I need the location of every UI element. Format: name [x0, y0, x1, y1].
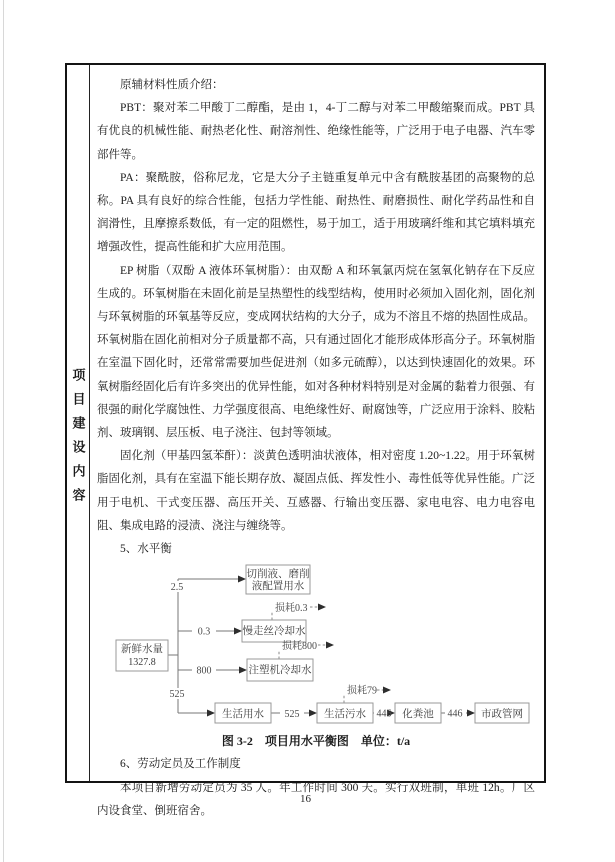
flow-lines: [168, 579, 467, 713]
node-fresh-water-value: 1327.8: [128, 657, 156, 669]
node-injection-label: 注塑机冷却水: [248, 665, 312, 677]
paragraph-pbt: PBT：聚对苯二甲酸丁二醇酯，是由 1，4-丁二醇与对苯二甲酸缩聚而成。PBT 具有优良的机械性能、耐热老化性、耐溶剂性、绝缘性能等，广泛用于电子电器、汽车零部件等。: [97, 102, 535, 161]
loss-slow-wire-label: 损耗0.3: [275, 603, 308, 615]
arrow-right-icon: [239, 667, 247, 674]
arrow-right-icon: [467, 710, 475, 717]
node-municipal-label: 市政管网: [481, 709, 523, 721]
water-balance-svg: [94, 562, 552, 730]
node-sewage-label: 生活污水: [324, 709, 366, 721]
page-edge-line: [3, 0, 4, 862]
water-balance-diagram: [94, 562, 535, 730]
paragraph-pa: PA：聚酰胺，俗称尼龙，它是大分子主链重复单元中含有酰胺基团的高聚物的总称。PA 具有良好的综合性能，包括力学性能、耐热性、耐磨损性、耐化学药品性和自润滑性，且摩擦系数低，有一定的阻燃性，易于加工，适于用玻璃纤维和其它填料填充增强改性，提高性能和扩大应用范围。: [97, 171, 535, 254]
arrow-right-icon: [207, 710, 215, 717]
section-5-heading: 5、水平衡: [120, 543, 172, 556]
flow-sewage-to-septic-value: 446: [376, 708, 392, 720]
paragraph-labor: 本项目新增劳动定员为 35 人。年工作时间 300 天。实行双班制，单班 12h。厂区内设食堂、倒班宿舍。: [97, 781, 535, 817]
paragraph-ep-resin: EP 树脂（双酚 A 液体环氧树脂）：由双酚 A 和环氧氯丙烷在氢氧化钠存在下反应生成的。环氧树脂在未固化前是呈热塑性的线型结构，使用时必须加入固化剂，固化剂与环氧树脂的环氧基等反应，变成网状结构的大分子，成为不溶且不熔的热固性成品。环氧树脂在固化前相对分子质量都不高，只有通过固化才能形成体形高分子。环氧树脂在室温下固化时，还常常需要加些促进剂（如多元硫醇），以达到快速固化的效果。环氧树脂经固化后有许多突出的优异性能，如对各种材料特别是对金属的黏着力很强、有很强的耐化学腐蚀性、力学强度很高、电绝缘性好、耐腐蚀等，广泛应用于涂料、胶粘剂、玻璃钢、层压板、电子浇注、包封等领域。: [97, 264, 535, 440]
arrow-right-icon: [309, 710, 317, 717]
flow-to-injection-value: 800: [196, 665, 212, 677]
node-slow-wire-label: 慢走丝冷却水: [242, 626, 306, 638]
flow-to-slow-wire-value: 0.3: [197, 626, 211, 638]
node-cutting-fluid-label-1: 切削液、磨削: [246, 569, 310, 581]
loss-injection-label: 损耗800: [282, 641, 317, 653]
figure-caption: 图 3-2 项目用水平衡图 单位：t/a: [221, 734, 411, 749]
node-domestic-water-label: 生活用水: [222, 709, 264, 721]
arrow-right-icon: [383, 687, 391, 694]
paragraph-materials-intro: 原辅材料性质介绍：: [120, 79, 224, 91]
loss-sewage-label: 损耗79: [347, 685, 377, 697]
arrowheads: [207, 576, 475, 717]
node-fresh-water-label: 新鲜水量: [121, 644, 163, 656]
flow-to-cutting-value: 2.5: [170, 582, 184, 594]
row-header-cell: [67, 65, 90, 781]
node-septic-label: 化粪池: [402, 709, 434, 721]
flow-to-domestic-value: 525: [169, 689, 185, 701]
arrow-right-icon: [318, 604, 326, 611]
arrow-right-icon: [238, 576, 246, 583]
page-number: 16: [300, 793, 311, 805]
loss-labels: [275, 601, 377, 697]
flow-domestic-to-sewage-value: 525: [284, 709, 300, 721]
arrow-right-icon: [234, 628, 242, 635]
section-6-heading: 6、劳动定员及工作制度: [120, 758, 241, 771]
row-header-label: 项目建设内容: [70, 368, 86, 512]
arrow-right-icon: [326, 642, 334, 649]
flow-septic-to-municipal-value: 446: [447, 708, 463, 720]
node-cutting-fluid-label-2: 液配置用水: [251, 581, 305, 593]
paragraph-curing-agent: 固化剂（甲基四氢苯酐）：淡黄色透明油状液体，相对密度 1.20~1.22。用于环氧树脂固化剂，具有在室温下能长期存放、凝固点低、挥发性小、毒性低等优异性能。广泛用于电机、干式变压器、高压开关、互感器、行输出变压器、家电电容、电力电容电阻、集成电路的浸渍、浇注与缠绕等。: [97, 450, 535, 532]
